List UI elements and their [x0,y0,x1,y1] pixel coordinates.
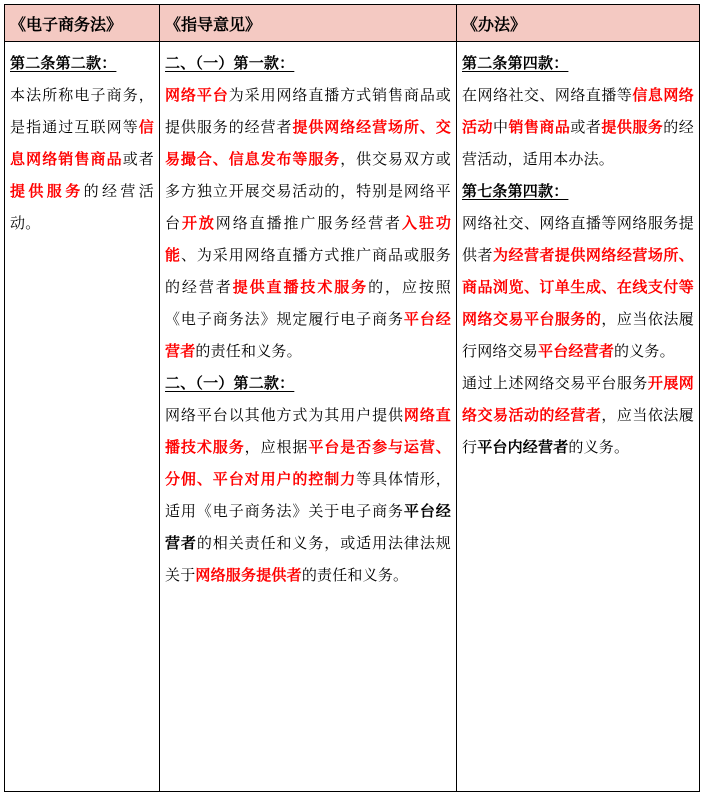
text-run: 信息网络活动 [462,86,694,136]
text-run: 提供服务 [601,118,664,136]
text-run: 本法所称电子商务，是指通过互联网等 [10,86,154,136]
content-row [5,42,700,792]
text-run: 平台经营者 [165,310,451,360]
text-run: 提供网络经营场所、交易撮合、信息发布等服务 [165,118,451,168]
text-run: 网络社交、网络直播等网络服务提供者 [462,214,694,264]
text-run: 的经营活动，适用本办法。 [462,118,694,168]
text-run: 或者 [122,150,155,168]
text-run: 的责任和义务。 [301,566,409,584]
text-run: 为经营者提供网络经营场所、商品浏览、订单生成、在线支付等网络交易平台服务的 [462,246,695,328]
header-guiding-opinions: 《指导意见》 [160,5,457,42]
text-run: 的经营活动。 [10,182,154,232]
col-measures [457,42,700,792]
col-guiding-opinions [160,42,457,792]
text-run: 信息网络销售商品 [10,118,154,168]
text-run: 网络直播推广服务经营者 [215,214,402,232]
text-run: 提供直播技术服务 [232,278,369,296]
col3-heading-2: 第七条第四款： [462,182,569,200]
comparison-table [4,4,700,792]
header-ecommerce-law: 《电子商务法》 [5,5,160,42]
text-run: 平台经营者 [165,502,451,552]
text-run: ，供交易双方或多方独立开展交易活动的，特别是网络平台 [165,150,451,232]
text-run: 为采用网络直播方式销售商品或提供服务的经营者 [165,86,451,136]
text-run: 平台内经营者 [477,438,569,456]
col1-heading: 第二条第二款： [10,54,117,72]
text-run: 的相关责任和义务，或适用法律法规关于 [165,534,451,584]
col3-paragraph-2 [462,207,694,367]
col2-heading-1: 二、（一）第一款： [165,54,295,72]
text-run: 网络服务提供者 [195,566,302,584]
col3-paragraph-1 [462,79,694,175]
text-run: 开放 [181,214,216,232]
header-row [5,5,700,42]
text-run: 、为采用网络直播方式推广商品或服务的经营者 [165,246,452,296]
text-run: 中 [492,118,509,136]
text-run: 或者 [570,118,602,136]
text-run: ，应根据 [244,438,309,456]
text-run: 网络平台以其他方式为其用户提供 [165,406,404,424]
col2-paragraph-2 [165,399,451,591]
text-run: 的，应按照《电子商务法》规定履行电子商务 [165,278,451,328]
text-run: 在网络社交、网络直播等 [462,86,633,104]
text-run: 平台是否参与运营、分佣、平台对用户的控制力 [165,438,451,488]
col1-paragraph [10,79,154,239]
col-ecommerce-law [5,42,160,792]
text-run: ，应当依法履行 [462,406,694,456]
text-run: 入驻功能 [165,214,452,264]
text-run: 的义务。 [614,342,675,360]
text-run: 等具体情形，适用《电子商务法》关于电子商务 [165,470,452,520]
col3-heading-1: 第二条第四款： [462,54,569,72]
text-run: 网络平台 [165,86,229,104]
text-run: 的责任和义务。 [195,342,302,360]
header-measures: 《办法》 [457,5,700,42]
text-run: 网络直播技术服务 [165,406,451,456]
col2-heading-2: 二、（一）第二款： [165,374,295,392]
text-run: 的义务。 [568,438,630,456]
text-run: 开展网络交易活动的经营者 [462,374,694,424]
text-run: ，应当依法履行网络交易 [462,310,694,360]
text-run: 提供服务 [10,182,84,200]
text-run: 通过上述网络交易平台服务 [462,374,648,392]
col3-paragraph-3 [462,367,694,463]
text-run: 销售商品 [508,118,571,136]
text-run: 平台经营者 [538,342,615,360]
col2-paragraph-1 [165,79,451,367]
